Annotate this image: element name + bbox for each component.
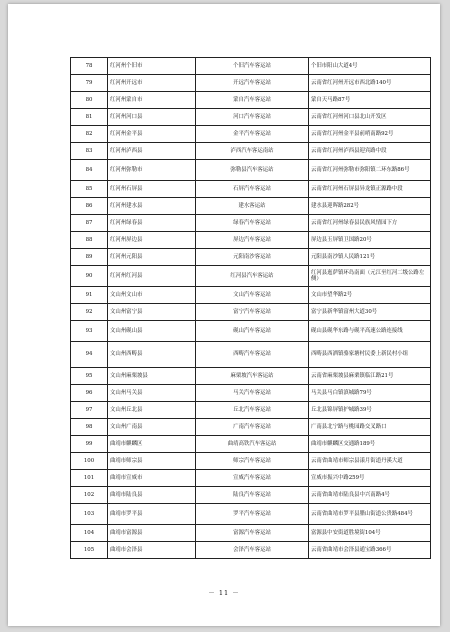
row-address: 云南省红河州弥勒市弥阳镇二环东路86号: [309, 160, 431, 181]
row-number: 94: [71, 342, 108, 368]
row-station: 屏边汽车客运站: [196, 232, 309, 249]
row-station: 广南汽车客运站: [196, 419, 309, 436]
row-station: 麻栗坡汽车客运站: [196, 368, 309, 385]
row-region: 红河州金平县: [108, 126, 196, 143]
table-row: [71, 143, 431, 160]
bus-station-table: [70, 57, 431, 559]
row-number: 101: [71, 470, 108, 487]
row-region: 文山州马关县: [108, 385, 196, 402]
row-region: 红河州屏边县: [108, 232, 196, 249]
row-station: 马关汽车客运站: [196, 385, 309, 402]
row-number: 82: [71, 126, 108, 143]
row-station: 泸西汽车客运南站: [196, 143, 309, 160]
row-station: 河口汽车客运站: [196, 109, 309, 126]
row-station: 西畴汽车客运站: [196, 342, 309, 368]
row-number: 87: [71, 215, 108, 232]
table-row: [71, 126, 431, 143]
row-region: 红河州蒙自市: [108, 92, 196, 109]
row-region: 曲靖市陆良县: [108, 487, 196, 504]
row-address: 富宁县新华镇富州大道30号: [309, 304, 431, 321]
row-address: 云南省曲靖市陆良县中兴南路4号: [309, 487, 431, 504]
row-region: 文山州富宁县: [108, 304, 196, 321]
row-region: 文山州广南县: [108, 419, 196, 436]
row-station: 师宗汽车客运站: [196, 453, 309, 470]
row-number: 105: [71, 542, 108, 559]
row-region: 红河州河口县: [108, 109, 196, 126]
row-number: 93: [71, 321, 108, 342]
row-station: 富宁汽车客运站: [196, 304, 309, 321]
table-row: [71, 181, 431, 198]
row-number: 100: [71, 453, 108, 470]
row-address: 云南省红河州石屏县异龙镇正源路中段: [309, 181, 431, 198]
row-station: 蒙自汽车客运站: [196, 92, 309, 109]
row-station: 罗平汽车客运站: [196, 504, 309, 525]
row-station: 宣威汽车客运站: [196, 470, 309, 487]
row-station: 红河县汽车客运站: [196, 266, 309, 287]
table-row: [71, 402, 431, 419]
row-number: 84: [71, 160, 108, 181]
row-station: 开远汽车客运站: [196, 75, 309, 92]
row-address: 建水县迎晖路282号: [309, 198, 431, 215]
row-address: 广南县北宁路与桃园路交叉路口: [309, 419, 431, 436]
row-number: 83: [71, 143, 108, 160]
row-number: 80: [71, 92, 108, 109]
row-number: 98: [71, 419, 108, 436]
row-address: 个旧市阳山大道4号: [309, 58, 431, 75]
table-row: [71, 232, 431, 249]
row-region: 曲靖市富源县: [108, 525, 196, 542]
row-address: 云南省红河州河口县北山开发区: [309, 109, 431, 126]
row-station: 弥勒县汽车客运站: [196, 160, 309, 181]
row-region: 曲靖市宣威市: [108, 470, 196, 487]
row-station: 绿春汽车客运站: [196, 215, 309, 232]
row-address: 红河县迤萨镇环岛南面（元江至红河二级公路左侧）: [309, 266, 431, 287]
table-row: [71, 92, 431, 109]
table-body: [71, 58, 431, 559]
row-station: 元阳南沙客运站: [196, 249, 309, 266]
table-row: [71, 58, 431, 75]
table-row: [71, 342, 431, 368]
row-address: 云南省麻栗坡县麻栗镇临江路21号: [309, 368, 431, 385]
row-address: 丘北县锦屏镇护城路39号: [309, 402, 431, 419]
table-row: [71, 368, 431, 385]
row-address: 元阳县南沙镇人民路121号: [309, 249, 431, 266]
row-station: 砚山汽车客运站: [196, 321, 309, 342]
row-number: 103: [71, 504, 108, 525]
row-region: 曲靖市麒麟区: [108, 436, 196, 453]
table-row: [71, 453, 431, 470]
row-region: 曲靖市会泽县: [108, 542, 196, 559]
table-row: [71, 304, 431, 321]
row-number: 92: [71, 304, 108, 321]
row-region: 文山州砚山县: [108, 321, 196, 342]
row-address: 云南省曲靖市罗平县腊山街道公贵路484号: [309, 504, 431, 525]
row-region: 红河州个旧市: [108, 58, 196, 75]
row-station: 会泽汽车客运站: [196, 542, 309, 559]
row-region: 曲靖市师宗县: [108, 453, 196, 470]
row-number: 90: [71, 266, 108, 287]
row-station: 文山汽车客运站: [196, 287, 309, 304]
row-number: 81: [71, 109, 108, 126]
row-number: 95: [71, 368, 108, 385]
row-address: 云南省红河州绿春县民族风情园下方: [309, 215, 431, 232]
table-row: [71, 321, 431, 342]
row-number: 104: [71, 525, 108, 542]
row-address: 富源县中安街道胜境街104号: [309, 525, 431, 542]
row-number: 99: [71, 436, 108, 453]
row-region: 红河州绿春县: [108, 215, 196, 232]
table-row: [71, 542, 431, 559]
row-region: 文山州丘北县: [108, 402, 196, 419]
row-region: 红河州红河县: [108, 266, 196, 287]
row-address: 云南省红河州开远市西北路140号: [309, 75, 431, 92]
row-address: 云南省红河州泸西县迎宾路中段: [309, 143, 431, 160]
row-region: 文山州文山市: [108, 287, 196, 304]
row-station: 曲靖高铁汽车客运站: [196, 436, 309, 453]
row-address: 马关县马白镇滇城路79号: [309, 385, 431, 402]
table-row: [71, 198, 431, 215]
row-region: 红河州弥勒市: [108, 160, 196, 181]
row-region: 红河州开远市: [108, 75, 196, 92]
row-number: 89: [71, 249, 108, 266]
table-row: [71, 215, 431, 232]
table-row: [71, 287, 431, 304]
row-number: 85: [71, 181, 108, 198]
row-number: 97: [71, 402, 108, 419]
table-row: [71, 385, 431, 402]
row-station: 富源汽车客运站: [196, 525, 309, 542]
row-region: 红河州建水县: [108, 198, 196, 215]
table-row: [71, 249, 431, 266]
row-address: 屏边县玉屏镇卫国路20号: [309, 232, 431, 249]
row-region: 文山州麻栗坡县: [108, 368, 196, 385]
row-station: 石屏汽车客运站: [196, 181, 309, 198]
row-number: 88: [71, 232, 108, 249]
table-row: [71, 470, 431, 487]
row-number: 79: [71, 75, 108, 92]
row-station: 丘北汽车客运站: [196, 402, 309, 419]
table-row: [71, 160, 431, 181]
row-address: 云南省红河州金平县前哨南路92号: [309, 126, 431, 143]
table-row: [71, 436, 431, 453]
table-row: [71, 109, 431, 126]
row-number: 86: [71, 198, 108, 215]
row-station: 建水客运站: [196, 198, 309, 215]
row-address: 西畴县西洒镇骆家塘村民委上新民村小组: [309, 342, 431, 368]
row-address: 宣威市振兴中路259号: [309, 470, 431, 487]
row-number: 78: [71, 58, 108, 75]
row-address: 砚山县砚华东路与砚平高速公路连接线: [309, 321, 431, 342]
table-row: [71, 266, 431, 287]
row-number: 102: [71, 487, 108, 504]
row-region: 红河州泸西县: [108, 143, 196, 160]
row-region: 红河州石屏县: [108, 181, 196, 198]
row-address: 曲靖市麒麟区交通路189号: [309, 436, 431, 453]
row-region: 文山州西畴县: [108, 342, 196, 368]
row-station: 金平汽车客运站: [196, 126, 309, 143]
document-page: [8, 4, 440, 626]
row-region: 红河州元阳县: [108, 249, 196, 266]
row-number: 91: [71, 287, 108, 304]
table-row: [71, 75, 431, 92]
page-number: － 11 －: [208, 589, 240, 597]
row-station: 陆良汽车客运站: [196, 487, 309, 504]
row-station: 个旧汽车客运站: [196, 58, 309, 75]
row-address: 蒙自天马路87号: [309, 92, 431, 109]
row-number: 96: [71, 385, 108, 402]
table-row: [71, 525, 431, 542]
row-address: 云南省曲靖市师宗县漾月街道丹溪大道: [309, 453, 431, 470]
table-row: [71, 419, 431, 436]
table-row: [71, 504, 431, 525]
table-row: [71, 487, 431, 504]
row-region: 曲靖市罗平县: [108, 504, 196, 525]
row-address: 云南省曲靖市会泽县通宝路366号: [309, 542, 431, 559]
row-address: 文山市望华路2号: [309, 287, 431, 304]
